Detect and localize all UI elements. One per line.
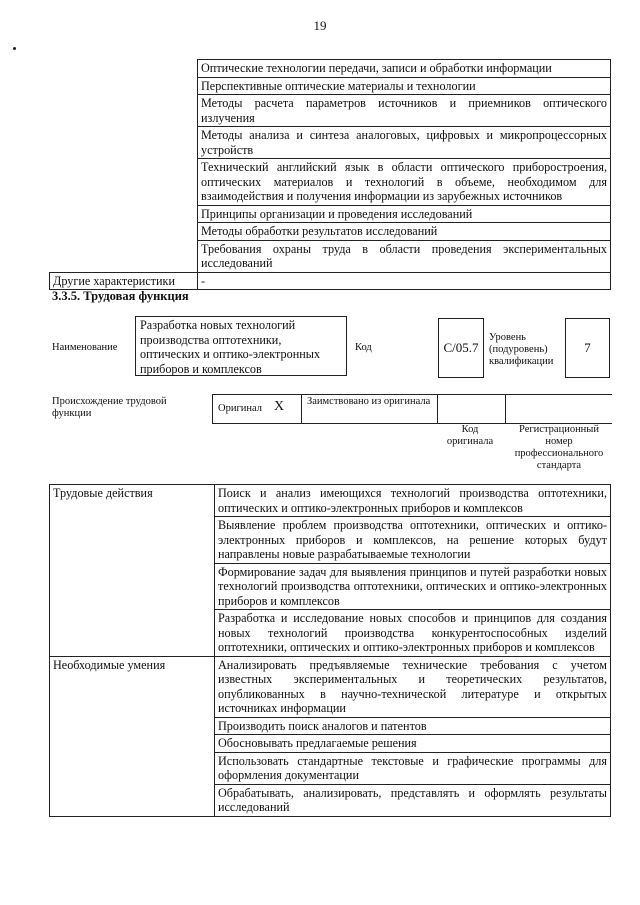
divider bbox=[301, 394, 302, 423]
table-cell: Выявление проблем производства оптотехники, оптических и оптико-электронных приборов и комплексов, на решение которых будут направлены новые разрабатываемые технологии bbox=[215, 517, 611, 564]
empty-label-cell bbox=[50, 60, 198, 273]
table-cell: Методы расчета параметров источников и приемников оптического излучения bbox=[198, 95, 611, 127]
table-cell: Использовать стандартные текстовые и графические программы для оформления документации bbox=[215, 752, 611, 784]
borrowed-label: Заимствовано из оригинала bbox=[307, 396, 431, 407]
table-row bbox=[50, 656, 611, 717]
code-value-box: C/05.7 bbox=[438, 318, 484, 378]
divider bbox=[212, 394, 213, 423]
table-cell: Требования охраны труда в области проведения экспериментальных исследований bbox=[198, 240, 611, 272]
table-row bbox=[50, 272, 611, 290]
name-label: Наименование bbox=[52, 342, 118, 353]
table-cell: Оптические технологии передачи, записи и обработки информации bbox=[198, 60, 611, 78]
table-cell: Технический английский язык в области оптического приборостроения, оптических материалов и технологий в объеме, необходимом для взаимодействия и получения информации из зарубежных источников bbox=[198, 159, 611, 206]
knowledge-table bbox=[49, 59, 611, 290]
level-label: Уровень (подуровень) квалификации bbox=[489, 332, 554, 367]
original-label: Оригинал bbox=[218, 403, 262, 414]
other-characteristics-value: - bbox=[198, 272, 611, 290]
skills-label: Необходимые умения bbox=[50, 656, 215, 816]
divider bbox=[437, 394, 438, 423]
table-row bbox=[50, 60, 611, 78]
table-row bbox=[50, 485, 611, 517]
table-cell: Методы обработки результатов исследований bbox=[198, 223, 611, 241]
table-cell: Принципы организации и проведения исследований bbox=[198, 205, 611, 223]
scan-mark bbox=[13, 47, 16, 50]
table-cell: Обосновывать предлагаемые решения bbox=[215, 735, 611, 753]
function-name-box: Разработка новых технологий производства оптотехники, оптических и оптико-электронных приборов и комплексов bbox=[135, 316, 347, 376]
table-cell: Методы анализа и синтеза аналоговых, цифровых и микропроцессорных устройств bbox=[198, 127, 611, 159]
labor-table bbox=[49, 484, 611, 817]
table-cell: Обрабатывать, анализировать, представлять и оформлять результаты исследований bbox=[215, 784, 611, 816]
reg-number-caption: Регистрационный номер профессионального стандарта bbox=[514, 424, 604, 471]
original-mark: X bbox=[274, 399, 285, 414]
table-cell: Формирование задач для выявления принципов и путей разработки новых технологий производства оптотехники, оптических и оптико-электронных приборов и комплексов bbox=[215, 563, 611, 610]
page-number: 19 bbox=[313, 18, 327, 33]
table-cell: Разработка и исследование новых способов и принципов для создания новых технологий производства конкурентоспособных изделий оптотехники, оптических и оптико-электронных приборов и комплексов bbox=[215, 610, 611, 657]
table-cell: Перспективные оптические материалы и технологии bbox=[198, 77, 611, 95]
level-value-box: 7 bbox=[565, 318, 610, 378]
code-label: Код bbox=[355, 342, 372, 353]
labor-actions-label: Трудовые действия bbox=[50, 485, 215, 657]
other-characteristics-label: Другие характеристики bbox=[50, 272, 198, 290]
code-original-caption: Код оригинала bbox=[446, 424, 494, 447]
divider bbox=[505, 394, 506, 423]
table-cell: Поиск и анализ имеющихся технологий производства оптотехники, оптических и оптико-электронных приборов и комплексов bbox=[215, 485, 611, 517]
section-heading: 3.3.5. Трудовая функция bbox=[52, 289, 189, 303]
origin-label: Происхождение трудовой функции bbox=[52, 396, 167, 419]
table-cell: Производить поиск аналогов и патентов bbox=[215, 717, 611, 735]
table-cell: Анализировать предъявляемые технические требования с учетом известных экспериментальных и теоретических результатов, опубликованных в научно-технической литературе и открытых источниках информации bbox=[215, 656, 611, 717]
